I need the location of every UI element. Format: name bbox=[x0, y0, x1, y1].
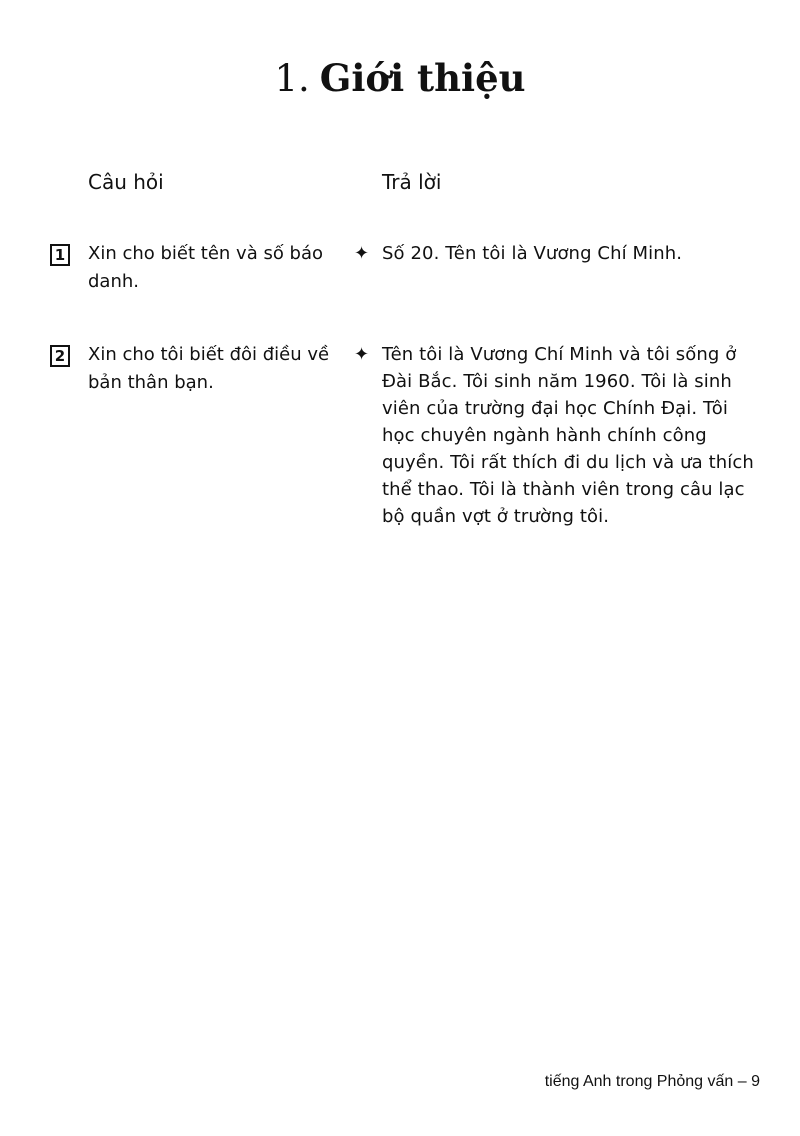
diamond-bullet-icon: ✦ bbox=[354, 344, 370, 365]
question-text: Xin cho biết tên và số báo danh. bbox=[88, 243, 324, 292]
column-header-answer: Trả lời bbox=[382, 170, 442, 194]
title-number: 1. bbox=[274, 57, 310, 100]
page-footer: tiếng Anh trong Phỏng vấn – 9 bbox=[544, 1073, 760, 1090]
answer-text: Số 20. Tên tôi là Vương Chí Minh. bbox=[382, 243, 683, 264]
question-number-box: 1 bbox=[50, 244, 70, 266]
column-header-question: Câu hỏi bbox=[88, 170, 164, 194]
page-title bbox=[0, 52, 800, 105]
answer-text: Tên tôi là Vương Chí Minh và tôi sống ở Đài Bắc. Tôi sinh năm 1960. Tôi là sinh viên của trường đại học Chính Đại. Tôi học chuyên ngành hành chính công quyền. Tôi rất thích đi du lịch và ưa thích thể thao. Tôi là thành viên trong câu lạc bộ quần vợt ở trường tôi. bbox=[382, 344, 754, 527]
question-text: Xin cho tôi biết đôi điều về bản thân bạn. bbox=[88, 344, 330, 393]
diamond-bullet-icon: ✦ bbox=[354, 243, 370, 264]
question-number-box: 2 bbox=[50, 345, 70, 367]
title-text: Giới thiệu bbox=[319, 56, 526, 100]
